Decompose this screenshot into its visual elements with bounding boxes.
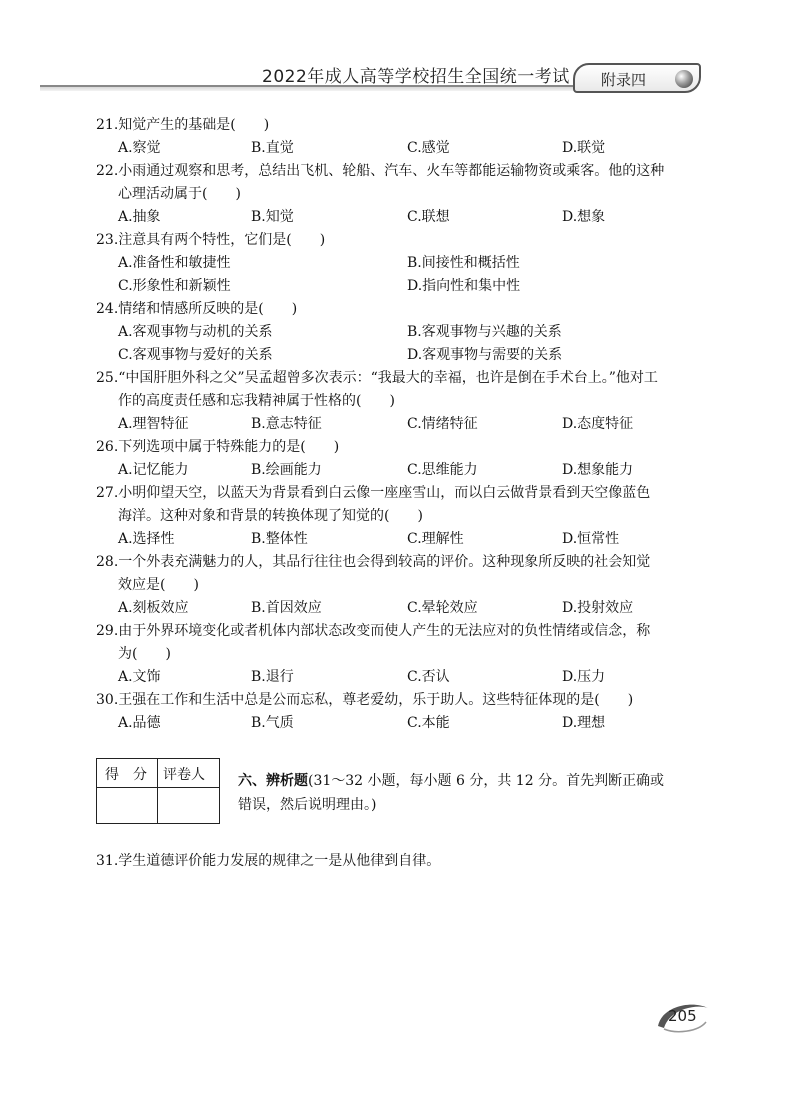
section-desc-line1: (31～32 小题，每小题 6 分，共 12 分。首先判断正确或 bbox=[308, 773, 665, 789]
question-24-option-b: B.客观事物与兴趣的关系 bbox=[407, 324, 562, 340]
question-26-option-a: A.记忆能力 bbox=[118, 462, 189, 478]
score-table-divider bbox=[157, 759, 158, 823]
question-25-option-a: A.理智特征 bbox=[118, 416, 189, 432]
question-23-option-d: D.指向性和集中性 bbox=[407, 278, 521, 294]
question-21-option-a: A.察觉 bbox=[118, 140, 161, 156]
question-22-option-c: C.联想 bbox=[407, 209, 450, 225]
question-29-option-d: D.压力 bbox=[562, 669, 606, 685]
appendix-label: 附录四 bbox=[601, 71, 647, 89]
question-27-stem-cont: 海洋。这种对象和背景的转换体现了知觉的( ) bbox=[118, 508, 423, 524]
question-28-option-d: D.投射效应 bbox=[562, 600, 634, 616]
question-24-stem: 24.情绪和情感所反映的是( ) bbox=[96, 301, 298, 317]
question-30-option-c: C.本能 bbox=[407, 715, 450, 731]
page-number-badge bbox=[652, 998, 712, 1038]
section-heading bbox=[238, 772, 664, 790]
question-29-option-c: C.否认 bbox=[407, 669, 450, 685]
question-21-option-b: B.直觉 bbox=[251, 140, 294, 156]
question-23-option-c: C.形象性和新颖性 bbox=[118, 278, 231, 294]
question-22-option-a: A.抽象 bbox=[118, 209, 161, 225]
question-29-option-a: A.文饰 bbox=[118, 669, 161, 685]
question-27-option-b: B.整体性 bbox=[251, 531, 308, 547]
orb-icon bbox=[675, 70, 693, 88]
appendix-tab bbox=[573, 63, 701, 93]
score-table bbox=[96, 758, 220, 824]
question-23-option-b: B.间接性和概括性 bbox=[407, 255, 520, 271]
question-21-option-c: C.感觉 bbox=[407, 140, 450, 156]
question-21-stem: 21.知觉产生的基础是( ) bbox=[96, 117, 270, 133]
question-21-option-d: D.联觉 bbox=[562, 140, 606, 156]
question-22-option-d: D.想象 bbox=[562, 209, 606, 225]
question-30-option-d: D.理想 bbox=[562, 715, 606, 731]
score-table-header-rule bbox=[97, 787, 219, 788]
section-desc-line2: 错误，然后说明理由。) bbox=[238, 797, 377, 813]
grader-header: 评卷人 bbox=[163, 767, 205, 783]
question-25-stem-cont: 作的高度责任感和忘我精神属于性格的( ) bbox=[118, 393, 395, 409]
question-25-option-b: B.意志特征 bbox=[251, 416, 322, 432]
question-28-stem-cont: 效应是( ) bbox=[118, 577, 199, 593]
question-31-stem: 31.学生道德评价能力发展的规律之一是从他律到自律。 bbox=[96, 853, 441, 869]
question-26-option-b: B.绘画能力 bbox=[251, 462, 322, 478]
exam-title: 2022年成人高等学校招生全国统一考试 bbox=[262, 67, 570, 87]
question-28-option-b: B.首因效应 bbox=[251, 600, 322, 616]
section-title: 六、辨析题 bbox=[238, 773, 308, 789]
question-28-option-c: C.晕轮效应 bbox=[407, 600, 478, 616]
question-25-option-d: D.态度特征 bbox=[562, 416, 634, 432]
question-22-option-b: B.知觉 bbox=[251, 209, 294, 225]
page-number: 205 bbox=[668, 1007, 697, 1025]
question-25-option-c: C.情绪特征 bbox=[407, 416, 478, 432]
question-27-option-a: A.选择性 bbox=[118, 531, 175, 547]
question-23-option-a: A.准备性和敏捷性 bbox=[118, 255, 231, 271]
question-23-stem: 23.注意具有两个特性，它们是( ) bbox=[96, 232, 326, 248]
question-27-option-c: C.理解性 bbox=[407, 531, 464, 547]
question-29-option-b: B.退行 bbox=[251, 669, 294, 685]
question-29-stem: 29.由于外界环境变化或者机体内部状态改变而使人产生的无法应对的负性情绪或信念，称 bbox=[96, 623, 651, 639]
question-27-stem: 27.小明仰望天空，以蓝天为背景看到白云像一座座雪山，而以白云做背景看到天空像蓝色 bbox=[96, 485, 651, 501]
question-26-stem: 26.下列选项中属于特殊能力的是( ) bbox=[96, 439, 340, 455]
score-header: 得 分 bbox=[105, 767, 147, 783]
question-25-stem: 25.“中国肝胆外科之父”吴孟超曾多次表示：“我最大的幸福，也许是倒在手术台上。”他对工 bbox=[96, 370, 658, 386]
question-26-option-c: C.思维能力 bbox=[407, 462, 478, 478]
question-28-option-a: A.刻板效应 bbox=[118, 600, 189, 616]
question-22-stem: 22.小雨通过观察和思考，总结出飞机、轮船、汽车、火车等都能运输物资或乘客。他的这种 bbox=[96, 163, 665, 179]
question-24-option-a: A.客观事物与动机的关系 bbox=[118, 324, 273, 340]
question-22-stem-cont: 心理活动属于( ) bbox=[118, 186, 241, 202]
question-30-option-a: A.品德 bbox=[118, 715, 161, 731]
question-30-option-b: B.气质 bbox=[251, 715, 294, 731]
question-27-option-d: D.恒常性 bbox=[562, 531, 620, 547]
question-29-stem-cont: 为( ) bbox=[118, 646, 171, 662]
question-28-stem: 28.一个外表充满魅力的人，其品行往往也会得到较高的评价。这种现象所反映的社会知觉 bbox=[96, 554, 651, 570]
question-26-option-d: D.想象能力 bbox=[562, 462, 634, 478]
question-24-option-c: C.客观事物与爱好的关系 bbox=[118, 347, 273, 363]
question-24-option-d: D.客观事物与需要的关系 bbox=[407, 347, 563, 363]
question-30-stem: 30.王强在工作和生活中总是公而忘私，尊老爱幼，乐于助人。这些特征体现的是( ) bbox=[96, 692, 634, 708]
page-header bbox=[0, 0, 800, 100]
